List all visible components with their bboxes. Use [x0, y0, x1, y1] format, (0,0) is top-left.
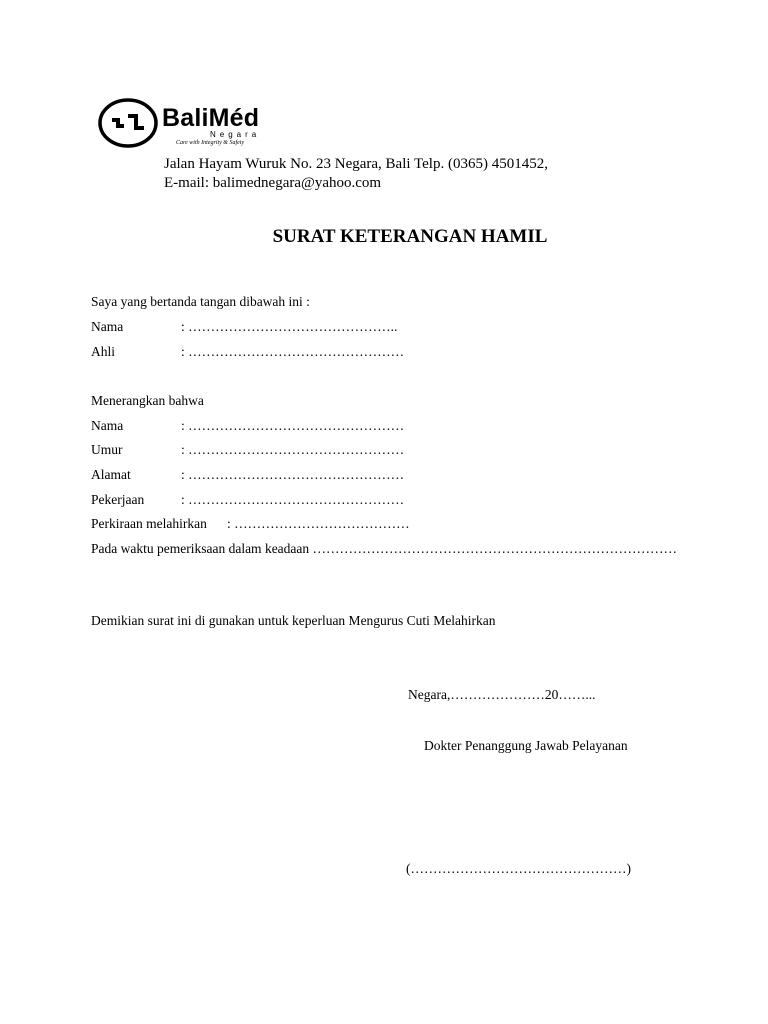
- field-value-nama-2: : …………………………………………: [181, 418, 405, 433]
- logo-brand-name: BaliMéd: [162, 104, 260, 132]
- field-value-pekerjaan: : …………………………………………: [181, 492, 405, 507]
- field-label-alamat: Alamat: [91, 467, 131, 482]
- field-label-pekerjaan: Pekerjaan: [91, 492, 145, 507]
- field-value-perkiraan: : …………………………………: [227, 516, 410, 531]
- place-date: Negara,…………………20……...: [408, 687, 596, 702]
- field-value-umur: : …………………………………………: [181, 442, 405, 457]
- signatory-name-line: (…………………………………………): [406, 861, 631, 876]
- field-label-nama-2: Nama: [91, 418, 124, 433]
- balimed-logo: [98, 98, 278, 152]
- field-label-perkiraan: Perkiraan melahirkan: [91, 516, 207, 531]
- balimed-emblem-icon: [98, 98, 160, 152]
- section2-intro: Menerangkan bahwa: [91, 393, 204, 408]
- section1-intro: Saya yang bertanda tangan dibawah ini :: [91, 294, 310, 309]
- closing-statement: Demikian surat ini di gunakan untuk keperluan Mengurus Cuti Melahirkan: [91, 613, 496, 628]
- field-value-alamat: : …………………………………………: [181, 467, 405, 482]
- address-line-1: Jalan Hayam Wuruk No. 23 Negara, Bali Telp. (0365) 4501452,: [164, 156, 548, 172]
- field-value-nama-1: : ………………………………………..: [181, 319, 398, 334]
- document-title: SURAT KETERANGAN HAMIL: [272, 226, 548, 247]
- field-label-nama-1: Nama: [91, 319, 124, 334]
- field-label-ahli: Ahli: [91, 344, 116, 359]
- logo-brand-sub: Negara: [210, 130, 261, 139]
- signatory-role: Dokter Penanggung Jawab Pelayanan: [424, 738, 628, 753]
- field-pemeriksaan: Pada waktu pemeriksaan dalam keadaan ………………………………………………………………………: [91, 541, 678, 556]
- logo-tagline: Care with Integrity & Safety: [176, 140, 245, 146]
- field-label-umur: Umur: [91, 442, 123, 457]
- address-line-2: E-mail: balimednegara@yahoo.com: [164, 175, 382, 191]
- field-value-ahli: : …………………………………………: [181, 344, 405, 359]
